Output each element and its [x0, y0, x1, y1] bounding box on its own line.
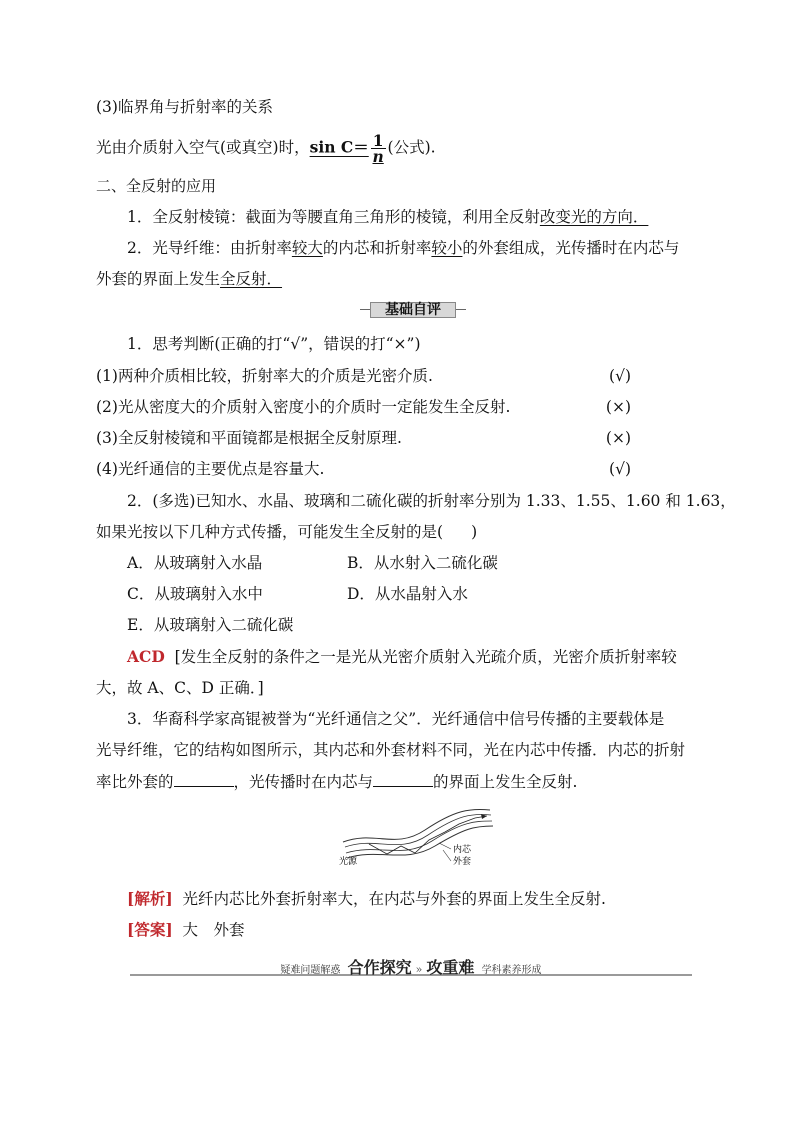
fiber-outer-upper [343, 809, 490, 842]
application-2-line2 [96, 269, 282, 289]
fiber-core-upper [345, 814, 491, 847]
q3-line3 [96, 772, 577, 792]
q1-item-text: (2)光从密度大的介质射入密度小的介质时一定能发生全反射. [96, 398, 511, 416]
formula-intro: 光由介质射入空气(或真空)时， [96, 138, 310, 157]
application-1-text: 1．全反射棱镜：截面为等腰直角三角形的棱镜，利用全反射 [127, 208, 540, 226]
q1-item [96, 459, 631, 479]
q2-option-a: A．从玻璃射入水晶 [127, 554, 263, 572]
footer-title-1: 合作探究 [347, 958, 412, 977]
q2-explanation-line1 [127, 647, 677, 667]
fig-label-source: 光源 [339, 857, 358, 867]
q1-item-mark: (√) [609, 460, 631, 478]
q1-item-text: (1)两种介质相比较，折射率大的介质是光密介质. [96, 367, 433, 385]
q3-line3-text-a: 率比外套的 [96, 773, 174, 791]
q2-option-c: C．从玻璃射入水中 [127, 585, 263, 603]
footer-title-2: 攻重难 [426, 958, 475, 977]
footer-right-text: 学科素养形成 [481, 965, 542, 976]
analysis-tag: [解析] [127, 889, 173, 908]
fiber-outer-lower [347, 826, 493, 858]
application-2-answer-2: 较小 [431, 239, 463, 257]
formula-denominator: n [372, 147, 384, 166]
q2-option-d: D．从水晶射入水 [347, 585, 468, 603]
q1-item-mark: (×) [605, 398, 631, 416]
q1-item-mark: (√) [609, 367, 631, 385]
q2-line2-close: ) [471, 523, 478, 541]
formula-lhs: sin C＝ [309, 137, 369, 157]
q1-item [96, 397, 631, 417]
q1-item [96, 428, 631, 448]
q3-line3-text-c: 的界面上发生全反射. [433, 773, 578, 791]
footer-left-text: 疑难问题解惑 [280, 965, 341, 976]
label-leader-core [439, 843, 451, 849]
label-leader-cladding [443, 850, 451, 861]
q2-explanation-text: [发生全反射的条件之一是光从光密介质射入光疏介质，光密介质折射率较 [174, 648, 677, 666]
answer-text: 大 外套 [182, 921, 245, 939]
self-check-badge [360, 300, 466, 320]
answer-line [127, 920, 245, 940]
self-check-badge-label: 基础自评 [385, 302, 441, 318]
application-2-answer-1: 较大 [291, 239, 323, 257]
subsection-3-title: (3)临界角与折射率的关系 [96, 98, 273, 116]
q1-item-text: (3)全反射棱镜和平面镜都是根据全反射原理. [96, 429, 402, 447]
q1-item-text: (4)光纤通信的主要优点是容量大. [96, 460, 325, 478]
q2-answer: ACD [127, 647, 165, 666]
application-2-text-2: 外套的界面上发生 [96, 270, 221, 288]
optical-fiber-diagram [335, 800, 495, 875]
q2-line1: 2．(多选)已知水、水晶、玻璃和二硫化碳的折射率分别为 1.33、1.55、1.60 和 1.63， [127, 492, 736, 510]
formula-fraction [371, 133, 386, 164]
formula-note: (公式). [387, 138, 436, 157]
q2-option-b: B．从水射入二硫化碳 [347, 554, 498, 572]
q2-explanation-line2: 大，故 A、C、D 正确．] [96, 679, 264, 697]
application-2-answer-3: 全反射． [220, 270, 283, 288]
analysis-line [127, 889, 606, 909]
fig-label-cladding: 外套 [453, 857, 472, 867]
application-1 [127, 207, 648, 227]
q3-line2: 光导纤维，它的结构如图所示，其内芯和外套材料不同，光在内芯中传播．内芯的折射 [96, 741, 686, 759]
q3-line3-text-b: ，光传播时在内芯与 [233, 773, 374, 791]
section-footer-banner [130, 955, 692, 979]
section-2-title: 二、全反射的应用 [96, 177, 217, 195]
application-2-text-end: 的外套组成，光传播时在内芯与 [462, 239, 680, 257]
application-1-answer: 改变光的方向． [539, 208, 649, 226]
double-arrow-icon: » [415, 963, 423, 976]
fill-blank[interactable] [373, 772, 433, 787]
q1-stem: 1．思考判断(正确的打“√”，错误的打“×”) [127, 335, 421, 353]
application-2-text-mid: 的内芯和折射率 [322, 239, 432, 257]
application-2-text: 2．光导纤维：由折射率 [127, 239, 292, 257]
fig-label-core: 内芯 [453, 845, 472, 855]
q1-item-mark: (×) [605, 429, 631, 447]
formula-line [96, 133, 436, 164]
q2-option-e: E．从玻璃射入二硫化碳 [127, 616, 294, 634]
q3-line1: 3．华裔科学家高锟被誉为“光纤通信之父”．光纤通信中信号传播的主要载体是 [127, 710, 665, 728]
answer-tag: [答案] [127, 920, 173, 939]
formula-numerator: 1 [372, 131, 384, 150]
q2-line2-text: 如果光按以下几种方式传播，可能发生全反射的是( [96, 523, 444, 541]
q1-item [96, 366, 631, 386]
fill-blank[interactable] [174, 772, 234, 787]
application-2-line1 [127, 238, 679, 258]
analysis-text: 光纤内芯比外套折射率大，在内芯与外套的界面上发生全反射. [182, 890, 606, 908]
q2-line2 [96, 522, 477, 542]
